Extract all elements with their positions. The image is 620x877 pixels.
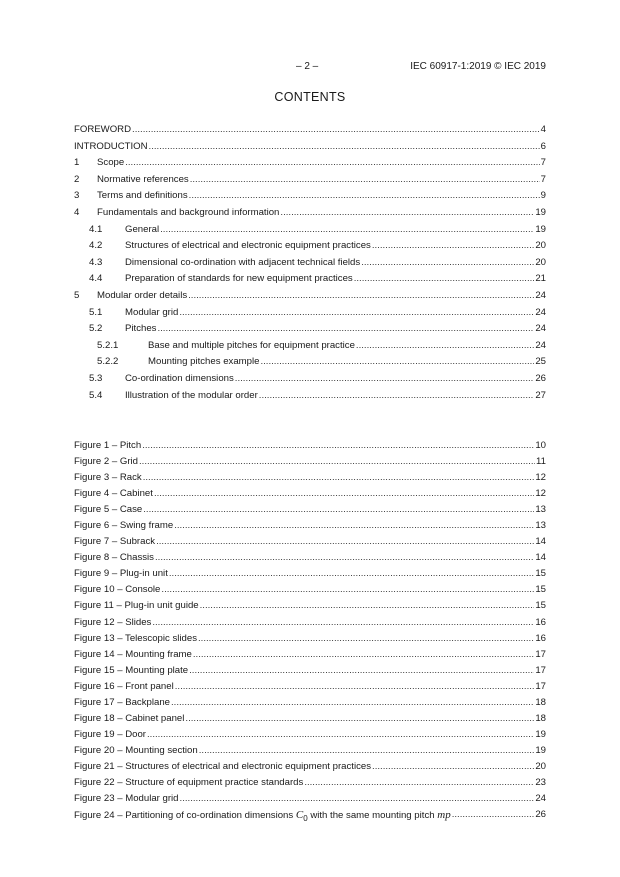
toc-title: Modular order details <box>97 288 188 305</box>
figure-title: Figure 22 – Structure of equipment practice standards <box>74 775 304 791</box>
toc-title: Base and multiple pitches for equipment practice <box>148 338 356 355</box>
toc-number: 5.2 <box>89 323 103 335</box>
toc-number: 4.1 <box>89 223 103 235</box>
figure-entry[interactable] <box>74 695 546 711</box>
figure-title: Figure 11 – Plug-in unit guide <box>74 598 200 614</box>
leader-dots <box>361 255 534 272</box>
figure-entry[interactable] <box>74 470 546 486</box>
figure-page: 14 <box>535 536 546 548</box>
leader-dots <box>189 663 534 679</box>
leader-dots <box>175 679 535 695</box>
figure-title: Figure 3 – Rack <box>74 470 143 486</box>
toc-number: 4.2 <box>89 240 103 252</box>
leader-dots <box>147 727 534 743</box>
figure-page: 16 <box>535 632 546 644</box>
toc-entry[interactable] <box>74 155 546 172</box>
figure-page: 24 <box>535 793 546 805</box>
figure-title: Figure 7 – Subrack <box>74 534 156 550</box>
toc-page: 21 <box>535 273 546 285</box>
math-symbol: mp <box>437 809 451 822</box>
toc-number: 3 <box>74 190 80 202</box>
figure-page: 16 <box>535 616 546 628</box>
figure-entry[interactable] <box>74 759 546 775</box>
figure-page: 15 <box>535 584 546 596</box>
leader-dots <box>199 743 535 759</box>
figure-page: 10 <box>535 440 546 451</box>
toc-entry[interactable] <box>74 255 546 272</box>
leader-dots <box>452 807 535 827</box>
leader-dots <box>356 338 534 355</box>
toc-number: 2 <box>74 173 80 185</box>
figure-title: Figure 8 – Chassis <box>74 550 155 566</box>
figure-page: 15 <box>535 600 546 612</box>
leader-dots <box>304 775 534 791</box>
leader-dots <box>189 188 540 205</box>
toc-page: 24 <box>535 339 546 351</box>
document-id: IEC 60917-1:2019 © IEC 2019 <box>410 61 546 72</box>
toc-title: Co-ordination dimensions <box>125 371 235 388</box>
toc-title: Modular grid <box>125 305 179 322</box>
figure-page: 15 <box>535 568 546 580</box>
figure-title: Figure 12 – Slides <box>74 615 152 631</box>
toc-title: Terms and definitions <box>97 188 189 205</box>
figure-entry[interactable] <box>74 438 546 454</box>
toc-entry[interactable] <box>74 188 546 205</box>
toc-number: 5.3 <box>89 372 103 384</box>
figure-title: Figure 13 – Telescopic slides <box>74 631 198 647</box>
figure-entry[interactable] <box>74 647 546 663</box>
figure-page: 12 <box>535 472 546 484</box>
toc-entry[interactable] <box>74 371 546 388</box>
toc-entry[interactable] <box>74 122 546 139</box>
figure-entry[interactable] <box>74 598 546 614</box>
figure-page: 13 <box>535 504 546 516</box>
toc-title: Mounting pitches example <box>148 354 260 371</box>
toc-page: 20 <box>535 240 546 252</box>
figure-page: 26 <box>535 809 546 821</box>
figure-page: 18 <box>535 696 546 708</box>
toc-page: 19 <box>535 206 546 218</box>
toc-title: Scope <box>97 155 125 172</box>
figure-entry[interactable] <box>74 486 546 502</box>
figure-entry[interactable] <box>74 711 546 727</box>
leader-dots <box>161 582 534 598</box>
toc-number: 5.2.1 <box>97 339 119 351</box>
figure-page: 17 <box>535 680 546 692</box>
leader-dots <box>171 695 534 711</box>
toc-title: Preparation of standards for new equipment practices <box>125 271 354 288</box>
figure-title-text: with the same mounting pitch <box>307 810 438 822</box>
figure-entry[interactable] <box>74 615 546 631</box>
figure-page: 11 <box>536 456 546 468</box>
leader-dots <box>372 238 535 255</box>
figure-title: Figure 20 – Mounting section <box>74 743 199 759</box>
toc-page: 7 <box>540 157 546 169</box>
toc-number: 5 <box>74 289 80 301</box>
toc-number: 4.3 <box>89 256 103 268</box>
figure-page: 17 <box>535 664 546 676</box>
toc-entry[interactable] <box>74 172 546 189</box>
leader-dots <box>190 172 540 189</box>
leader-dots <box>260 354 534 371</box>
toc-entry[interactable] <box>74 271 546 288</box>
figure-title: Figure 14 – Mounting frame <box>74 647 193 663</box>
toc-title: INTRODUCTION <box>74 139 149 156</box>
toc-page: 19 <box>535 223 546 235</box>
toc-page: 24 <box>535 323 546 335</box>
toc-entry[interactable] <box>74 238 546 255</box>
leader-dots <box>354 271 535 288</box>
leader-dots <box>235 371 535 388</box>
figure-page: 23 <box>535 776 546 788</box>
figure-title: Figure 18 – Cabinet panel <box>74 711 185 727</box>
figure-page: 18 <box>535 712 546 724</box>
toc-title: Illustration of the modular order <box>125 388 259 405</box>
toc-entry[interactable] <box>74 222 546 239</box>
figure-page: 12 <box>535 488 546 500</box>
figure-entry[interactable] <box>74 679 546 695</box>
toc-page: 27 <box>535 389 546 401</box>
page-number: – 2 – <box>296 61 319 72</box>
leader-dots <box>125 155 539 172</box>
figure-title-text: Figure 24 – Partitioning of co-ordination dimensions <box>74 810 296 822</box>
leader-dots <box>155 550 534 566</box>
figure-page: 13 <box>535 520 546 532</box>
figure-page: 19 <box>535 744 546 756</box>
toc-entry[interactable] <box>74 338 546 355</box>
leader-dots <box>143 502 534 518</box>
toc-page: 25 <box>535 356 546 368</box>
toc-page: 6 <box>540 140 546 152</box>
toc-page: 4 <box>540 124 546 135</box>
toc-entry[interactable] <box>74 388 546 405</box>
toc-page: 20 <box>535 256 546 268</box>
toc-entry[interactable] <box>74 205 546 222</box>
toc-page: 26 <box>535 372 546 384</box>
figure-title: Figure 5 – Case <box>74 502 143 518</box>
leader-dots <box>157 321 534 338</box>
leader-dots <box>149 139 540 156</box>
figure-title: Figure 23 – Modular grid <box>74 791 180 807</box>
figure-entry[interactable] <box>74 454 546 470</box>
leader-dots <box>193 647 534 663</box>
toc-entry[interactable] <box>74 321 546 338</box>
toc-title: General <box>125 222 160 239</box>
toc-page: 24 <box>535 306 546 318</box>
figure-title: Figure 16 – Front panel <box>74 679 175 695</box>
leader-dots <box>180 791 535 807</box>
toc-number: 5.2.2 <box>97 356 119 368</box>
figure-entry[interactable] <box>74 502 546 518</box>
toc-number: 1 <box>74 157 80 169</box>
toc-title: Normative references <box>97 172 190 189</box>
leader-dots <box>152 615 534 631</box>
figure-entry[interactable] <box>74 791 546 807</box>
figure-title: Figure 10 – Console <box>74 582 161 598</box>
math-subscript: 0 <box>303 813 308 823</box>
toc-number: 5.1 <box>89 306 103 318</box>
toc-page: 9 <box>540 190 546 202</box>
figure-page: 17 <box>535 648 546 660</box>
figure-title: Figure 6 – Swing frame <box>74 518 174 534</box>
leader-dots <box>188 288 534 305</box>
figure-title: Figure 9 – Plug-in unit <box>74 566 169 582</box>
toc-entry[interactable] <box>74 288 546 305</box>
toc-entry[interactable] <box>74 139 546 156</box>
figure-page: 19 <box>535 728 546 740</box>
figure-entry[interactable] <box>74 534 546 550</box>
figure-title: Figure 19 – Door <box>74 727 147 743</box>
figure-entry[interactable] <box>74 663 546 679</box>
table-of-contents <box>74 122 546 404</box>
list-of-figures <box>74 438 546 823</box>
leader-dots <box>169 566 534 582</box>
toc-title: Structures of electrical and electronic equipment practices <box>125 238 372 255</box>
leader-dots <box>259 388 535 405</box>
toc-entry[interactable] <box>74 305 546 322</box>
leader-dots <box>143 470 535 486</box>
leader-dots <box>200 598 535 614</box>
figure-title: Figure 15 – Mounting plate <box>74 663 189 679</box>
figure-title: Figure 1 – Pitch <box>74 438 142 454</box>
leader-dots <box>160 222 534 239</box>
figure-title: Figure 4 – Cabinet <box>74 486 154 502</box>
toc-number: 4 <box>74 206 80 218</box>
figure-entry[interactable] <box>74 743 546 759</box>
page-title: CONTENTS <box>274 90 346 104</box>
leader-dots <box>185 711 534 727</box>
figure-entry[interactable] <box>74 566 546 582</box>
toc-title: Fundamentals and background information <box>97 205 280 222</box>
figure-title: Figure 21 – Structures of electrical and electronic equipment practices <box>74 759 372 775</box>
figure-entry[interactable] <box>74 807 546 823</box>
toc-page: 24 <box>535 289 546 301</box>
leader-dots <box>132 122 540 139</box>
figure-title <box>74 807 452 827</box>
figure-entry[interactable] <box>74 550 546 566</box>
toc-title: Pitches <box>125 321 157 338</box>
figure-entry[interactable] <box>74 727 546 743</box>
figure-entry[interactable] <box>74 518 546 534</box>
toc-page: 7 <box>540 173 546 185</box>
leader-dots <box>154 486 534 502</box>
figure-entry[interactable] <box>74 582 546 598</box>
toc-title: Dimensional co-ordination with adjacent technical fields <box>125 255 361 272</box>
figure-entry[interactable] <box>74 631 546 647</box>
leader-dots <box>142 438 534 454</box>
figure-page: 20 <box>535 760 546 772</box>
figure-page: 14 <box>535 552 546 564</box>
toc-title: FOREWORD <box>74 122 132 139</box>
leader-dots <box>372 759 534 775</box>
toc-number: 4.4 <box>89 273 103 285</box>
leader-dots <box>179 305 534 322</box>
leader-dots <box>139 454 535 470</box>
leader-dots <box>156 534 534 550</box>
toc-number: 5.4 <box>89 389 103 401</box>
math-symbol: C <box>295 809 304 822</box>
leader-dots <box>280 205 534 222</box>
figure-entry[interactable] <box>74 775 546 791</box>
leader-dots <box>174 518 534 534</box>
figure-title: Figure 2 – Grid <box>74 454 139 470</box>
figure-title: Figure 17 – Backplane <box>74 695 171 711</box>
toc-entry[interactable] <box>74 354 546 371</box>
leader-dots <box>198 631 534 647</box>
